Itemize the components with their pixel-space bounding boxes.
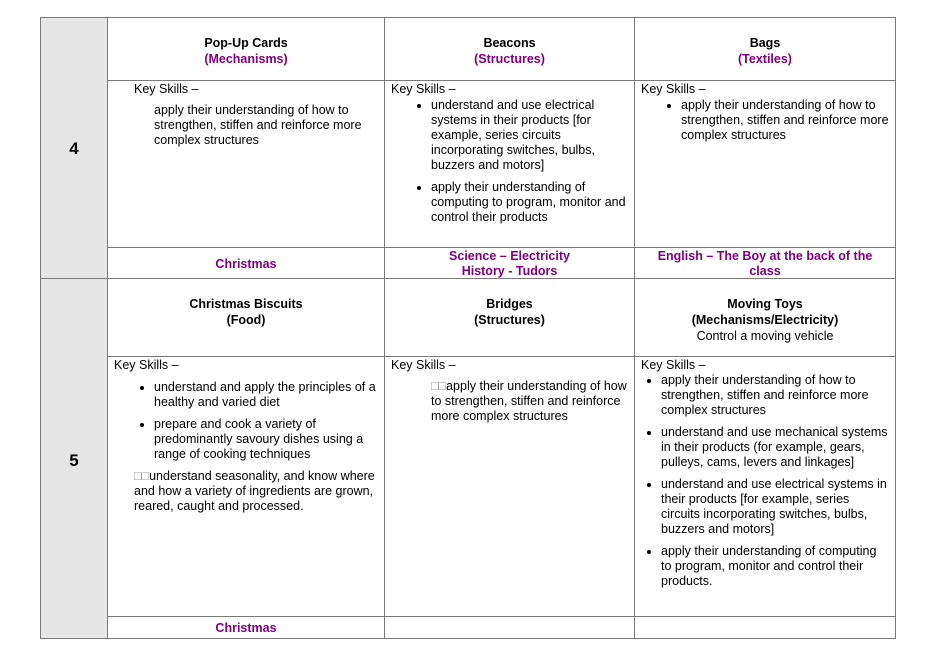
y5-bridges-skills: [384, 356, 635, 617]
project-category: (Food): [226, 313, 266, 327]
y4-bags-skills: [634, 80, 896, 248]
y4-bags-header: [634, 17, 896, 81]
cross-curricular-link: Christmas: [215, 257, 277, 271]
y5-moving-toys-header: [634, 278, 896, 357]
y4-popup-cards-link: [107, 247, 385, 279]
project-category: (Mechanisms/Electricity): [691, 313, 839, 327]
y4-popup-cards-skills: [107, 80, 385, 248]
project-title: Moving Toys: [727, 297, 803, 311]
skill-text: apply their understanding of how to strengthen, stiffen and reinforce more complex structures: [154, 103, 362, 147]
cross-curricular-link: Christmas: [215, 621, 277, 635]
project-title: Pop-Up Cards: [204, 36, 288, 50]
key-skills-label: Key Skills –: [114, 358, 179, 372]
y4-bags-link: [634, 247, 896, 279]
project-category: (Structures): [474, 52, 545, 66]
skill-item: • understand and apply the principles of a healthy and varied diet: [154, 380, 378, 410]
skill-item: • prepare and cook a variety of predominantly savoury dishes using a range of cooking techniques: [154, 417, 378, 462]
y4-beacons-link: [384, 247, 635, 279]
project-title: Christmas Biscuits: [189, 297, 303, 311]
key-skills-label: Key Skills –: [391, 82, 456, 96]
skill-text: □□understand seasonality, and know where and how a variety of ingredients are grown, reared, caught and processed.: [134, 469, 375, 513]
skill-text: □□apply their understanding of how to strengthen, stiffen and reinforce more complex structures: [431, 379, 627, 423]
key-skills-label: Key Skills –: [134, 82, 199, 96]
skill-item: • apply their understanding of how to strengthen, stiffen and reinforce more complex structures: [661, 373, 889, 418]
glyph-placeholder-icon: □□: [134, 469, 150, 483]
key-skills-label: Key Skills –: [641, 358, 706, 372]
cross-curricular-link: Science – Electricity: [449, 249, 570, 263]
skill-item: • understand and use electrical systems in their products [for example, series circuits incorporating switches, bulbs, buzzers and motors]: [431, 98, 628, 173]
key-skills-label: Key Skills –: [641, 82, 706, 96]
cross-curricular-link: History - Tudors: [461, 264, 558, 278]
skill-item: • apply their understanding of computing to program, monitor and control their products: [431, 180, 628, 225]
project-category: (Mechanisms): [204, 52, 288, 66]
y4-popup-cards-header: [107, 17, 385, 81]
project-category: (Structures): [474, 313, 545, 327]
skill-item: • understand and use electrical systems in their products [for example, series circuits incorporating switches, bulbs, buzzers and motors]: [661, 477, 889, 537]
cross-curricular-link: English – The Boy at the back of the class: [657, 249, 873, 278]
project-description: Control a moving vehicle: [696, 329, 834, 343]
y5-moving-toys-link: [634, 616, 896, 639]
skill-item: • apply their understanding of how to strengthen, stiffen and reinforce more complex structures: [681, 98, 889, 143]
y5-christmas-biscuits-skills: [107, 356, 385, 617]
glyph-placeholder-icon: □□: [431, 379, 447, 393]
y4-beacons-skills: [384, 80, 635, 248]
year-label-4: 4: [69, 139, 79, 158]
y5-bridges-header: [384, 278, 635, 357]
skill-item: • understand and use mechanical systems in their products (for example, gears, pulleys, cams, levers and linkages]: [661, 425, 889, 470]
y5-bridges-link: [384, 616, 635, 639]
skill-item: • apply their understanding of computing to program, monitor and control their products.: [661, 544, 889, 589]
y5-moving-toys-skills: [634, 356, 896, 617]
year-label-5: 5: [69, 451, 79, 470]
project-category: (Textiles): [738, 52, 792, 66]
project-title: Bridges: [486, 297, 533, 311]
project-title: Bags: [749, 36, 781, 50]
key-skills-label: Key Skills –: [391, 358, 456, 372]
project-title: Beacons: [483, 36, 536, 50]
y5-christmas-biscuits-link: [107, 616, 385, 639]
y4-beacons-header: [384, 17, 635, 81]
y5-christmas-biscuits-header: [107, 278, 385, 357]
